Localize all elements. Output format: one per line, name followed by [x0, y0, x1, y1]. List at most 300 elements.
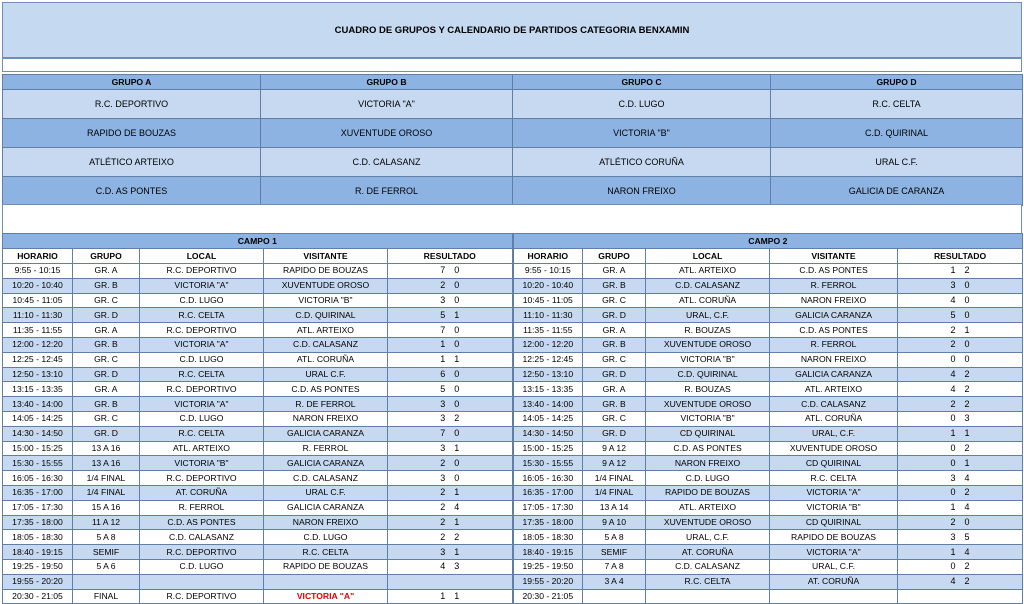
local-team-cell: ATL. ARTEIXO: [140, 441, 264, 456]
group-cell: GR. B: [73, 397, 140, 412]
away-score: 0: [454, 368, 460, 379]
away-score: 1: [964, 428, 970, 439]
result-cell: [388, 397, 513, 412]
result-cell: [388, 559, 513, 574]
schedule-row: [3, 456, 1023, 471]
result-cell: [898, 426, 1023, 441]
away-score: 2: [964, 442, 970, 453]
schedule-row: [3, 426, 1023, 441]
result-cell: [898, 337, 1023, 352]
schedule-row: [3, 397, 1023, 412]
visitor-team-cell: CD QUIRINAL: [770, 456, 898, 471]
visitor-team-cell: ATL. ARTEIXO: [770, 382, 898, 397]
home-score: 2: [440, 502, 446, 513]
group-cell: GR. C: [583, 411, 646, 426]
time-cell: 19:55 - 20:20: [3, 574, 73, 589]
group-cell: GR. D: [583, 308, 646, 323]
time-cell: 9:55 - 10:15: [513, 264, 583, 279]
result-cell: [388, 293, 513, 308]
group-cell: GR. A: [583, 264, 646, 279]
visitor-team-cell: ATL. CORUÑA: [770, 411, 898, 426]
away-score: 1: [454, 442, 460, 453]
group-cell: 1/4 FINAL: [583, 485, 646, 500]
time-cell: 12:25 - 12:45: [3, 352, 73, 367]
schedule-column-header: HORARIO: [3, 249, 73, 264]
time-cell: 17:05 - 17:30: [3, 500, 73, 515]
schedule-row: [3, 323, 1023, 338]
away-score: 4: [964, 472, 970, 483]
local-team-cell: R. FERROL: [140, 500, 264, 515]
visitor-team-cell: GALICIA CARANZA: [264, 426, 388, 441]
group-cell: 11 A 12: [73, 515, 140, 530]
time-cell: 12:00 - 12:20: [513, 337, 583, 352]
result-cell: [898, 264, 1023, 279]
away-score: 2: [964, 561, 970, 572]
time-cell: 17:05 - 17:30: [513, 500, 583, 515]
time-cell: 19:25 - 19:50: [513, 559, 583, 574]
local-team-cell: XUVENTUDE OROSO: [646, 337, 770, 352]
result-cell: [388, 308, 513, 323]
home-score: 2: [440, 516, 446, 527]
schedule-row: [3, 471, 1023, 486]
home-score: 1: [440, 339, 446, 350]
group-cell: 9 A 12: [583, 441, 646, 456]
home-score: 2: [950, 516, 956, 527]
time-cell: 13:15 - 13:35: [513, 382, 583, 397]
group-cell: GR. A: [73, 382, 140, 397]
result-cell: [388, 323, 513, 338]
visitor-team-cell: VICTORIA "B": [770, 500, 898, 515]
visitor-team-cell: C.D. CALASANZ: [770, 397, 898, 412]
group-cell: 1/4 FINAL: [73, 485, 140, 500]
away-score: 4: [964, 502, 970, 513]
local-team-cell: R.C. DEPORTIVO: [140, 382, 264, 397]
home-score: 1: [440, 590, 446, 601]
visitor-team-cell: VICTORIA "A": [770, 485, 898, 500]
result-cell: [898, 574, 1023, 589]
away-score: 2: [454, 413, 460, 424]
schedule-row: [3, 411, 1023, 426]
local-team-cell: XUVENTUDE OROSO: [646, 515, 770, 530]
home-score: 0: [950, 442, 956, 453]
group-cell: 13 A 16: [73, 456, 140, 471]
home-score: 0: [950, 354, 956, 365]
away-score: 0: [454, 383, 460, 394]
local-team-cell: ATL. CORUÑA: [646, 293, 770, 308]
time-cell: 10:20 - 10:40: [513, 278, 583, 293]
group-team-cell: C.D. AS PONTES: [3, 177, 261, 206]
local-team-cell: C.D. QUIRINAL: [646, 367, 770, 382]
schedule-row: [3, 559, 1023, 574]
home-score: 2: [440, 487, 446, 498]
visitor-team-cell: NARON FREIXO: [264, 411, 388, 426]
local-team-cell: R.C. CELTA: [140, 308, 264, 323]
visitor-team-cell: NARON FREIXO: [770, 352, 898, 367]
visitor-team-cell: GALICIA CARANZA: [770, 367, 898, 382]
local-team-cell: ATL. ARTEIXO: [646, 500, 770, 515]
schedule-row: [3, 574, 1023, 589]
home-score: 4: [440, 561, 446, 572]
visitor-team-cell: C.D. QUIRINAL: [264, 308, 388, 323]
local-team-cell: URAL, C.F.: [646, 530, 770, 545]
home-score: 1: [950, 265, 956, 276]
group-team-cell: R.C. CELTA: [771, 90, 1023, 119]
home-score: 3: [950, 280, 956, 291]
time-cell: 11:10 - 11:30: [3, 308, 73, 323]
group-cell: GR. B: [583, 397, 646, 412]
home-score: 0: [950, 457, 956, 468]
visitor-team-cell: NARON FREIXO: [264, 515, 388, 530]
away-score: 4: [454, 502, 460, 513]
group-team-cell: C.D. QUIRINAL: [771, 119, 1023, 148]
time-cell: 16:05 - 16:30: [3, 471, 73, 486]
group-cell: GR. D: [73, 308, 140, 323]
time-cell: 18:05 - 18:30: [513, 530, 583, 545]
time-cell: 18:40 - 19:15: [3, 545, 73, 560]
schedule-row: [3, 264, 1023, 279]
away-score: 0: [964, 354, 970, 365]
schedule-row: [3, 500, 1023, 515]
local-team-cell: [646, 589, 770, 604]
away-score: 1: [454, 487, 460, 498]
result-cell: [898, 411, 1023, 426]
home-score: 5: [440, 309, 446, 320]
local-team-cell: URAL, C.F.: [646, 308, 770, 323]
time-cell: 15:00 - 15:25: [513, 441, 583, 456]
local-team-cell: VICTORIA "A": [140, 337, 264, 352]
group-cell: GR. C: [583, 352, 646, 367]
result-cell: [898, 308, 1023, 323]
local-team-cell: RAPIDO DE BOUZAS: [646, 485, 770, 500]
result-cell: [898, 397, 1023, 412]
group-team-cell: XUVENTUDE OROSO: [261, 119, 513, 148]
home-score: 3: [440, 398, 446, 409]
result-cell: [388, 515, 513, 530]
time-cell: 18:05 - 18:30: [3, 530, 73, 545]
home-score: 7: [440, 428, 446, 439]
time-cell: 9:55 - 10:15: [3, 264, 73, 279]
schedule-row: [3, 278, 1023, 293]
away-score: 0: [454, 294, 460, 305]
local-team-cell: R.C. DEPORTIVO: [140, 471, 264, 486]
visitor-team-cell: GALICIA CARANZA: [264, 500, 388, 515]
group-cell: GR. B: [583, 337, 646, 352]
time-cell: 12:50 - 13:10: [513, 367, 583, 382]
visitor-team-cell: VICTORIA "A": [770, 545, 898, 560]
time-cell: 12:00 - 12:20: [3, 337, 73, 352]
away-score: 1: [454, 546, 460, 557]
home-score: 3: [440, 294, 446, 305]
time-cell: 20:30 - 21:05: [513, 589, 583, 604]
group-cell: 5 A 6: [73, 559, 140, 574]
away-score: 3: [454, 561, 460, 572]
group-a-header: GRUPO A: [3, 75, 261, 90]
home-score: 4: [950, 576, 956, 587]
group-cell: GR. D: [583, 426, 646, 441]
result-cell: [898, 293, 1023, 308]
result-cell: [898, 515, 1023, 530]
local-team-cell: R.C. CELTA: [140, 426, 264, 441]
local-team-cell: R. BOUZAS: [646, 323, 770, 338]
time-cell: 14:05 - 14:25: [3, 411, 73, 426]
group-cell: GR. D: [73, 426, 140, 441]
visitor-team-cell: VICTORIA "A": [264, 589, 388, 604]
visitor-team-cell: ATL. CORUÑA: [264, 352, 388, 367]
schedule-column-header: VISITANTE: [264, 249, 388, 264]
group-cell: 3 A 4: [583, 574, 646, 589]
result-cell: [388, 441, 513, 456]
time-cell: 13:40 - 14:00: [513, 397, 583, 412]
time-cell: 10:20 - 10:40: [3, 278, 73, 293]
schedule-column-header: HORARIO: [513, 249, 583, 264]
campo-2-header: CAMPO 2: [513, 234, 1023, 249]
schedule-row: [3, 441, 1023, 456]
groups-table: [2, 74, 1023, 206]
away-score: 2: [964, 576, 970, 587]
visitor-team-cell: XUVENTUDE OROSO: [770, 441, 898, 456]
group-cell: 7 A 8: [583, 559, 646, 574]
time-cell: 18:40 - 19:15: [513, 545, 583, 560]
home-score: 3: [950, 472, 956, 483]
away-score: 3: [964, 413, 970, 424]
visitor-team-cell: ATL. ARTEIXO: [264, 323, 388, 338]
group-team-cell: VICTORIA "B": [513, 119, 771, 148]
group-cell: 15 A 16: [73, 500, 140, 515]
local-team-cell: VICTORIA "A": [140, 278, 264, 293]
visitor-team-cell: C.D. LUGO: [264, 530, 388, 545]
away-score: 0: [964, 339, 970, 350]
time-cell: 16:05 - 16:30: [513, 471, 583, 486]
result-cell: [388, 589, 513, 604]
away-score: 2: [964, 368, 970, 379]
visitor-team-cell: C.D. AS PONTES: [264, 382, 388, 397]
time-cell: 10:45 - 11:05: [3, 293, 73, 308]
group-cell: GR. D: [583, 367, 646, 382]
group-team-cell: ATLÉTICO CORUÑA: [513, 148, 771, 177]
group-cell: GR. C: [73, 411, 140, 426]
group-cell: FINAL: [73, 589, 140, 604]
spacer-gap: [2, 204, 1022, 234]
away-score: 1: [454, 309, 460, 320]
visitor-team-cell: AT. CORUÑA: [770, 574, 898, 589]
visitor-team-cell: [770, 589, 898, 604]
result-cell: [388, 530, 513, 545]
visitor-team-cell: NARON FREIXO: [770, 293, 898, 308]
time-cell: 11:35 - 11:55: [3, 323, 73, 338]
campo-1-header: CAMPO 1: [3, 234, 513, 249]
time-cell: 14:30 - 14:50: [3, 426, 73, 441]
result-cell: [898, 441, 1023, 456]
local-team-cell: C.D. AS PONTES: [646, 441, 770, 456]
schedule-row: [3, 545, 1023, 560]
away-score: 0: [454, 428, 460, 439]
time-cell: 17:35 - 18:00: [513, 515, 583, 530]
title-text: CUADRO DE GRUPOS Y CALENDARIO DE PARTIDOS CATEGORIA BENXAMIN: [334, 24, 690, 36]
away-score: 1: [964, 457, 970, 468]
result-cell: [388, 545, 513, 560]
local-team-cell: CD QUIRINAL: [646, 426, 770, 441]
home-score: 4: [950, 294, 956, 305]
group-cell: GR. B: [583, 278, 646, 293]
group-cell: GR. B: [73, 278, 140, 293]
time-cell: 12:25 - 12:45: [513, 352, 583, 367]
home-score: 0: [950, 487, 956, 498]
group-team-cell: R.C. DEPORTIVO: [3, 90, 261, 119]
time-cell: 11:35 - 11:55: [513, 323, 583, 338]
group-team-cell: RAPIDO DE BOUZAS: [3, 119, 261, 148]
schedule-row: [3, 515, 1023, 530]
schedule-row: [3, 293, 1023, 308]
visitor-team-cell: CD QUIRINAL: [770, 515, 898, 530]
result-cell: [388, 411, 513, 426]
home-score: 2: [950, 339, 956, 350]
time-cell: 13:15 - 13:35: [3, 382, 73, 397]
visitor-team-cell: R. FERROL: [770, 278, 898, 293]
schedule-row: [3, 530, 1023, 545]
group-cell: [73, 574, 140, 589]
time-cell: 19:55 - 20:20: [513, 574, 583, 589]
group-cell: 1/4 FINAL: [73, 471, 140, 486]
group-cell: GR. C: [583, 293, 646, 308]
group-cell: GR. A: [583, 382, 646, 397]
schedule-row: [3, 367, 1023, 382]
visitor-team-cell: R. FERROL: [770, 337, 898, 352]
local-team-cell: R.C. DEPORTIVO: [140, 323, 264, 338]
time-cell: 14:30 - 14:50: [513, 426, 583, 441]
home-score: 2: [440, 531, 446, 542]
home-score: 4: [950, 368, 956, 379]
group-team-cell: C.D. CALASANZ: [261, 148, 513, 177]
local-team-cell: C.D. LUGO: [140, 293, 264, 308]
away-score: 2: [454, 531, 460, 542]
away-score: 0: [964, 280, 970, 291]
local-team-cell: R.C. DEPORTIVO: [140, 264, 264, 279]
schedule-column-header: RESULTADO: [388, 249, 513, 264]
away-score: 2: [964, 487, 970, 498]
group-cell: 13 A 16: [73, 441, 140, 456]
visitor-team-cell: URAL, C.F.: [770, 559, 898, 574]
local-team-cell: R.C. CELTA: [646, 574, 770, 589]
home-score: 3: [440, 442, 446, 453]
group-team-cell: URAL C.F.: [771, 148, 1023, 177]
away-score: 2: [964, 383, 970, 394]
result-cell: [388, 426, 513, 441]
result-cell: [898, 471, 1023, 486]
visitor-team-cell: C.D. CALASANZ: [264, 471, 388, 486]
schedule-column-header: LOCAL: [140, 249, 264, 264]
page-title: [2, 2, 1022, 58]
group-cell: 5 A 8: [583, 530, 646, 545]
visitor-team-cell: URAL C.F.: [264, 485, 388, 500]
time-cell: 16:35 - 17:00: [513, 485, 583, 500]
local-team-cell: C.D. CALASANZ: [646, 278, 770, 293]
home-score: 0: [950, 561, 956, 572]
group-team-cell: R. DE FERROL: [261, 177, 513, 206]
home-score: 1: [440, 354, 446, 365]
result-cell: [388, 278, 513, 293]
time-cell: 19:25 - 19:50: [3, 559, 73, 574]
spacer-band: [2, 58, 1022, 72]
home-score: 2: [950, 324, 956, 335]
result-cell: [898, 382, 1023, 397]
local-team-cell: AT. CORUÑA: [646, 545, 770, 560]
home-score: 4: [950, 383, 956, 394]
visitor-team-cell: C.D. AS PONTES: [770, 264, 898, 279]
schedule-row: [3, 485, 1023, 500]
home-score: 3: [440, 413, 446, 424]
visitor-team-cell: C.D. CALASANZ: [264, 337, 388, 352]
schedule-row: [3, 352, 1023, 367]
visitor-team-cell: XUVENTUDE OROSO: [264, 278, 388, 293]
schedule-row: [3, 308, 1023, 323]
group-row: [3, 90, 1023, 119]
group-cell: 9 A 12: [583, 456, 646, 471]
group-cell: 1/4 FINAL: [583, 471, 646, 486]
schedule-row: [3, 589, 1023, 604]
visitor-team-cell: URAL, C.F.: [770, 426, 898, 441]
visitor-team-cell: VICTORIA "B": [264, 293, 388, 308]
away-score: 2: [964, 398, 970, 409]
time-cell: 13:40 - 14:00: [3, 397, 73, 412]
local-team-cell: VICTORIA "B": [140, 456, 264, 471]
result-cell: [898, 352, 1023, 367]
home-score: 2: [440, 457, 446, 468]
schedule-row: [3, 382, 1023, 397]
away-score: 2: [964, 265, 970, 276]
time-cell: 15:30 - 15:55: [513, 456, 583, 471]
visitor-team-cell: GALICIA CARANZA: [770, 308, 898, 323]
time-cell: 14:05 - 14:25: [513, 411, 583, 426]
result-cell: [898, 323, 1023, 338]
local-team-cell: VICTORIA "B": [646, 352, 770, 367]
group-row: [3, 148, 1023, 177]
group-cell: [583, 589, 646, 604]
away-score: 0: [454, 265, 460, 276]
schedule-column-header: GRUPO: [73, 249, 140, 264]
result-cell: [388, 264, 513, 279]
home-score: 7: [440, 265, 446, 276]
groups-header-row: [3, 75, 1023, 90]
visitor-team-cell: RAPIDO DE BOUZAS: [264, 264, 388, 279]
home-score: 3: [950, 531, 956, 542]
away-score: 1: [454, 590, 460, 601]
schedule-table: [2, 233, 1023, 604]
local-team-cell: C.D. LUGO: [140, 559, 264, 574]
local-team-cell: R.C. DEPORTIVO: [140, 545, 264, 560]
home-score: 3: [440, 546, 446, 557]
visitor-team-cell: R.C. CELTA: [264, 545, 388, 560]
away-score: 0: [454, 472, 460, 483]
away-score: 0: [454, 324, 460, 335]
group-team-cell: ATLÉTICO ARTEIXO: [3, 148, 261, 177]
visitor-team-cell: C.D. AS PONTES: [770, 323, 898, 338]
visitor-team-cell: GALICIA CARANZA: [264, 456, 388, 471]
result-cell: [388, 485, 513, 500]
local-team-cell: C.D. LUGO: [140, 352, 264, 367]
result-cell: [898, 500, 1023, 515]
home-score: 5: [440, 383, 446, 394]
local-team-cell: NARON FREIXO: [646, 456, 770, 471]
local-team-cell: C.D. LUGO: [646, 471, 770, 486]
local-team-cell: C.D. CALASANZ: [646, 559, 770, 574]
group-cell: 9 A 10: [583, 515, 646, 530]
local-team-cell: C.D. AS PONTES: [140, 515, 264, 530]
group-c-header: GRUPO C: [513, 75, 771, 90]
schedule-column-header: RESULTADO: [898, 249, 1023, 264]
home-score: 2: [440, 280, 446, 291]
home-score: 5: [950, 309, 956, 320]
result-cell: [898, 545, 1023, 560]
